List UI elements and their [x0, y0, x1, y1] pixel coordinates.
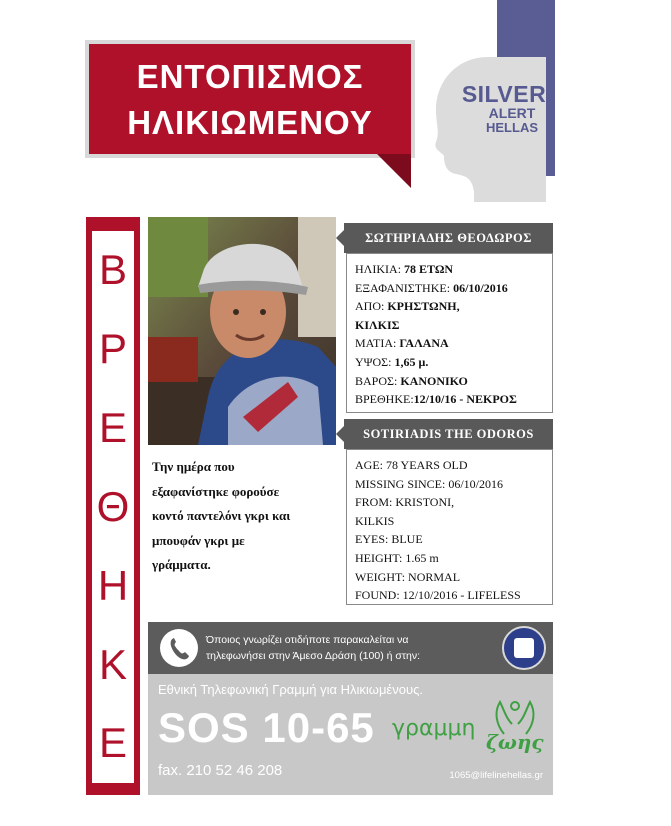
logo-silver: SILVER [461, 81, 547, 107]
found-letter: Ε [98, 404, 127, 452]
contact-notice-bar [148, 622, 553, 674]
info-row: ΒΡΕΘΗΚΕ:12/10/16 - ΝΕΚΡΟΣ [355, 392, 517, 407]
banner-fold [377, 154, 411, 188]
description-line: εξαφανίστηκε φορούσε [152, 483, 280, 499]
greek-info-box [346, 253, 553, 413]
title-line-1: ΕΝΤΟΠΙΣΜΟΣ [136, 58, 364, 95]
found-letter: Ρ [98, 325, 127, 373]
logo-hellas: HELLAS [486, 120, 538, 135]
english-info-box [346, 449, 553, 605]
info-row: ΥΨΟΣ: 1,65 μ. [355, 354, 429, 369]
found-strip [86, 217, 140, 795]
person-photo-image [148, 217, 336, 445]
logo-alert: ALERT [488, 105, 536, 121]
found-word [92, 231, 134, 783]
phone-icon [160, 629, 198, 667]
clothing-description [152, 455, 338, 578]
found-letter: Ε [98, 719, 127, 767]
info-row: ΗΛΙΚΙΑ: 78 ΕΤΩΝ [355, 262, 454, 276]
found-letter: Κ [98, 640, 127, 688]
info-row: AGE: 78 YEARS OLD [355, 458, 468, 472]
found-letter: Θ [96, 482, 130, 530]
fax-number: fax. 210 52 46 208 [158, 762, 283, 779]
info-row: ΕΞΑΦΑΝΙΣΤΗΚΕ: 06/10/2016 [355, 280, 508, 295]
info-row: KILKIS [355, 513, 395, 528]
found-letter: Β [98, 246, 127, 294]
english-name-tab: SOTIRIADIS THE ODOROS [344, 419, 553, 449]
contact-panel [148, 622, 553, 795]
info-row: WEIGHT: NORMAL [355, 569, 461, 584]
notice-line-1: Όποιος γνωρίζει οτιδήποτε παρακαλείται να [206, 634, 409, 646]
sos-number: SOS 10-65 [158, 704, 375, 751]
person-photo [148, 217, 336, 445]
info-row: MISSING SINCE: 06/10/2016 [355, 476, 504, 491]
title-line-2: ΗΛΙΚΙΩΜΕΝΟΥ [127, 104, 373, 141]
info-row: HEIGHT: 1.65 m [355, 550, 439, 565]
title-banner [85, 40, 415, 158]
found-letter: Η [97, 561, 129, 609]
notice-line-2: τηλεφωνήσει στην Άμεσο Δράση (100) ή στην: [206, 650, 420, 662]
info-row: EYES: BLUE [355, 532, 423, 547]
info-row: ΒΑΡΟΣ: ΚΑΝΟΝΙΚΟ [355, 373, 468, 388]
lifeline-logo-text-b: ζωης [486, 730, 544, 754]
contact-notice [206, 632, 476, 664]
info-row: FROM: KRISTONI, [355, 495, 455, 510]
info-row: FOUND: 12/10/2016 - LIFELESS [355, 588, 521, 603]
contact-email: 1065@lifelinehellas.gr [449, 770, 543, 781]
hotline-label: Εθνική Τηλεφωνική Γραμμή για Ηλικιωμένους. [158, 682, 423, 697]
lifeline-logo-text-a: γραμμη [392, 716, 476, 741]
description-line: γράμματα. [152, 557, 211, 572]
greek-name-tab: ΣΩΤΗΡΙΑΔΗΣ ΘΕΟΔΩΡΟΣ [344, 223, 553, 253]
info-row: ΑΠΟ: ΚΡΗΣΤΩΝΗ, [355, 299, 460, 314]
info-row: ΚΙΛΚΙΣ [355, 317, 400, 332]
silver-alert-logo [456, 82, 552, 135]
description-line: κοντό παντελόνι γκρι και [152, 508, 291, 523]
info-row: ΜΑΤΙΑ: ΓΑΛΑΝΑ [355, 336, 449, 351]
police-emblem-icon [502, 626, 546, 670]
description-line: Την ημέρα που [152, 459, 235, 474]
description-line: μπουφάν γκρι με [152, 532, 245, 548]
